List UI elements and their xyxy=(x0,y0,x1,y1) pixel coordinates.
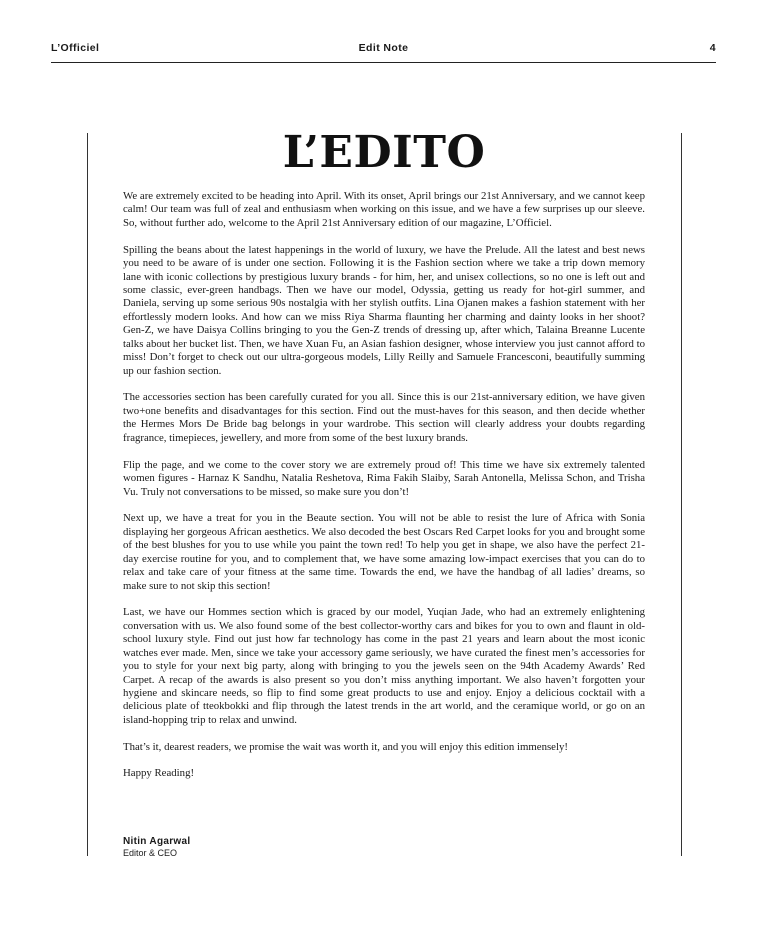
section-label: Edit Note xyxy=(358,42,409,54)
signature-name: Nitin Agarwal xyxy=(123,836,191,847)
paragraph-beaute: Next up, we have a treat for you in the Beaute section. You will not be able to resist the lure of Africa with Sonia displaying her gorgeous African aesthetics. We also decoded the best Oscars Red Carpet looks for you and brought some of the best blushes for you to use while you paint the town red! To help you get in shape, we also have the perfect 21-day exercise routine for you, and to complement that, we have some amazing low-impact exercises that you can do to relax and take care of your fitness at the same time. Towards the end, we have the handbag of all ladies’ dreams, so make sure to not skip this section! xyxy=(123,512,645,592)
paragraph-prelude-fashion: Spilling the beans about the latest happenings in the world of luxury, we have the Prelude. All the latest and best news you need to be aware of is under one section. Following it is the Fashion section where we take a trip down memory lane with iconic collections by prestigious luxury brands - for him, her, and unisex collections, so no one is left out and some classic, ever-green handbags. Then we have our model, Odyssia, getting us ready for hot-girl summer, and Daniela, serving up some serious 90s nostalgia with her stylish outfits. Lina Ojanen makes a fashion statement with her effortlessly modern looks. And how can we miss Riya Sharma flaunting her charming and dainty looks in her shoot? Gen-Z, we have Daisya Collins bringing to you the Gen-Z trends of dressing up, after which, Talaina Breanne Lucente talks about her bucket list. Then, we have Xuan Fu, an Asian fashion designer, whose interview you just cannot afford to miss! Don’t forget to check out our ultra-gorgeous models, Lilly Reilly and Samuele Francesconi, beautifully summing up our fashion section. xyxy=(123,243,645,377)
left-vertical-rule xyxy=(87,133,88,856)
magazine-brand: L’Officiel xyxy=(51,42,100,54)
paragraph-cover-story: Flip the page, and we come to the cover story we are extremely proud of! This time we have six extremely talented women figures - Harnaz K Sandhu, Natalia Reshetova, Rima Fakih Slaiby, Sarah Antonella, Melissa Schon, and Trisha Vu. Truly not conversations to be missed, so make sure you don’t! xyxy=(123,458,645,498)
paragraph-sign-off: Happy Reading! xyxy=(123,767,195,780)
paragraph-accessories: The accessories section has been carefully curated for you all. Since this is our 21st-anniversary edition, we have given two+one benefits and disadvantages for this section. Find out the must-haves for this season, and then decide whether the Hermes Mors De Bride bag belongs in your wardrobe. This section will clearly address your doubts regarding fragrance, timepieces, jewellery, and more from some of the best luxury brands. xyxy=(123,391,645,444)
page-number: 4 xyxy=(709,42,716,54)
page-title: L’EDITO xyxy=(282,127,486,178)
page-header xyxy=(51,40,716,63)
paragraph-intro: We are extremely excited to be heading into April. With its onset, April brings our 21st Anniversary, and we cannot keep calm! Our team was full of zeal and enthusiasm when working on this issue, and we have a few surprises up our sleeve. So, without further ado, welcome to the April 21st Anniversary edition of our magazine, L’Officiel. xyxy=(123,190,645,229)
editorial-body xyxy=(123,190,645,794)
signature-block xyxy=(123,836,190,858)
right-vertical-rule xyxy=(681,133,682,856)
paragraph-hommes: Last, we have our Hommes section which is graced by our model, Yuqian Jade, who had an extremely enlightening conversation with us. We also found some of the best collector-worthy cars and bikes for you to own and flaunt in old-school luxury style. Find out just how far technology has come in the past 21 years and learn about the most iconic watches ever made. Men, since we take your accessory game seriously, we have curated the finest men’s accessories for you to style for your next big party, along with bringing to you the jewels seen on the 94th Academy Awards’ Red Carpet. A recap of the awards is also present so you don’t miss anything important. We also haven’t forgotten your hygiene and skincare needs, so flip to find some great products to use and enjoy. Enjoy a delicious cocktail with a delicious plate of tteokbokki and flip through the latest trends in the art world, and the ceramique world, or go on an island-hopping trip to relax and unwind. xyxy=(123,606,645,726)
signature-role: Editor & CEO xyxy=(123,848,178,858)
paragraph-closing: That’s it, dearest readers, we promise the wait was worth it, and you will enjoy this edition immensely! xyxy=(123,740,568,753)
